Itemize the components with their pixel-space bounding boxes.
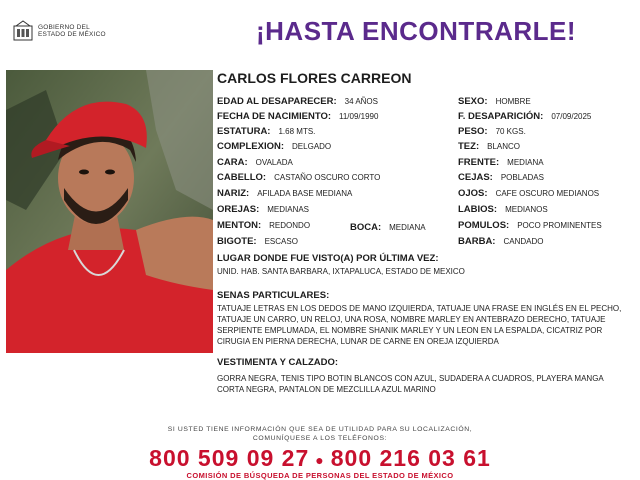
- commission-name: COMISIÓN DE BÚSQUEDA DE PERSONAS DEL ESTADO DE MÉXICO: [186, 471, 454, 480]
- field-barba: [458, 236, 543, 247]
- info-line-2: COMUNÍQUESE A LOS TELÉFONOS:: [252, 435, 388, 442]
- field-label: FECHA DE NACIMIENTO:: [217, 111, 331, 122]
- field-value: 1.68 MTS.: [278, 127, 316, 136]
- field-frente: [458, 157, 544, 168]
- field-boca: [350, 222, 426, 233]
- marks-title: SENAS PARTICULARES:: [217, 290, 330, 301]
- info-line-1: SI USTED TIENE INFORMACIÓN QUE SEA DE UTILIDAD PARA SU LOCALIZACIÓN,: [167, 426, 473, 433]
- field-label: PESO:: [458, 126, 488, 137]
- state-seal-icon: [12, 20, 34, 42]
- field-edad: [217, 96, 378, 107]
- field-label: TEZ:: [458, 141, 480, 152]
- field-label: BOCA:: [350, 222, 382, 233]
- field-value: DELGADO: [292, 142, 332, 151]
- field-value: BLANCO: [487, 142, 521, 151]
- field-value: ESCASO: [264, 237, 298, 246]
- clothing-text: GORRA NEGRA, TENIS TIPO BOTIN BLANCOS CON AZUL, SUDADERA A CUADROS, PLAYERA MANGA CORTA NEGRA, PANTALON DE MEZCLILLA AZUL MARINO: [217, 374, 604, 394]
- field-label: SEXO:: [458, 96, 488, 107]
- field-value: 34 AÑOS: [344, 97, 378, 106]
- field-label: EDAD AL DESAPARECER:: [217, 96, 337, 107]
- field-label: ESTATURA:: [217, 126, 271, 137]
- government-logo: [12, 20, 106, 42]
- field-value: REDONDO: [269, 221, 311, 230]
- field-label: CEJAS:: [458, 172, 493, 183]
- field-label: F. DESAPARICIÓN:: [458, 111, 544, 122]
- field-bigote: [217, 236, 298, 247]
- gov-line-2: ESTADO DE MÉXICO: [38, 31, 106, 38]
- field-label: CARA:: [217, 157, 248, 168]
- field-value: AFILADA BASE MEDIANA: [257, 189, 353, 198]
- field-peso: [458, 126, 526, 137]
- field-value: 11/09/1990: [339, 112, 379, 121]
- field-cejas: [458, 172, 544, 183]
- phone-numbers: [0, 445, 640, 472]
- field-label: BIGOTE:: [217, 236, 257, 247]
- field-label: OJOS:: [458, 188, 488, 199]
- marks-text: TATUAJE LETRAS EN LOS DEDOS DE MANO IZQUIERDA, TATUAJE UNA FRASE EN INGLÉS EN EL PECHO, TATUAJE UN CARRO, UN RELOJ, UNA ROSA, NOMBRE MARLEY EN ANTEBRAZO DERECHO, TATUAJE SERPIENTE EMPLUMADA, EL NOMBRE SHANIK MARLEY Y UN LEON EN LA ESPALDA, CICATRIZ POR CIRUGIA EN PIERNA DERECHA, LUNAR DE CARNE EN OREJA IZQUIERDA: [217, 304, 622, 346]
- field-sexo: [458, 96, 531, 107]
- separator-dot-icon: ●: [315, 451, 325, 468]
- field-fecha-nacimiento: [217, 111, 378, 122]
- field-label: MENTON:: [217, 220, 262, 231]
- person-name: CARLOS FLORES CARREON: [217, 70, 412, 86]
- field-label: FRENTE:: [458, 157, 500, 168]
- last-seen-text: UNID. HAB. SANTA BARBARA, IXTAPALUCA, ESTADO DE MEXICO: [217, 267, 465, 276]
- page-headline: ¡HASTA ENCONTRARLE!: [256, 16, 577, 46]
- field-value: HOMBRE: [495, 97, 531, 106]
- field-tez: [458, 141, 520, 152]
- field-label: POMULOS:: [458, 220, 510, 231]
- field-label: LABIOS:: [458, 204, 498, 215]
- field-value: MEDIANAS: [267, 205, 310, 214]
- gov-line-1: GOBIERNO DEL: [38, 24, 90, 31]
- person-photo: [6, 70, 213, 353]
- field-ojos: [458, 188, 599, 199]
- field-value: POBLADAS: [500, 173, 544, 182]
- field-label: NARIZ:: [217, 188, 250, 199]
- field-estatura: [217, 126, 315, 137]
- field-label: CABELLO:: [217, 172, 267, 183]
- field-value: 70 KGS.: [495, 127, 526, 136]
- field-value: MEDIANA: [507, 158, 544, 167]
- field-value: CASTAÑO OSCURO CORTO: [274, 173, 381, 182]
- field-value: MEDIANOS: [505, 205, 548, 214]
- field-labios: [458, 204, 548, 215]
- field-menton: [217, 220, 310, 231]
- field-pomulos: [458, 220, 602, 231]
- field-cabello: [217, 172, 380, 183]
- phone-2: 800 216 03 61: [330, 445, 491, 471]
- field-value: OVALADA: [255, 158, 293, 167]
- field-orejas: [217, 204, 309, 215]
- field-value: MEDIANA: [389, 223, 426, 232]
- field-label: COMPLEXION:: [217, 141, 285, 152]
- last-seen-title: LUGAR DONDE FUE VISTO(A) POR ÚLTIMA VEZ:: [217, 253, 439, 264]
- field-value: 07/09/2025: [551, 112, 592, 121]
- field-cara: [217, 157, 293, 168]
- field-value: CANDADO: [503, 237, 544, 246]
- field-label: OREJAS:: [217, 204, 260, 215]
- phone-1: 800 509 09 27: [149, 445, 310, 471]
- field-nariz: [217, 188, 352, 199]
- clothing-title: VESTIMENTA Y CALZADO:: [217, 357, 339, 368]
- field-complexion: [217, 141, 331, 152]
- field-label: BARBA:: [458, 236, 496, 247]
- field-value: CAFE OSCURO MEDIANOS: [495, 189, 600, 198]
- field-fecha-desaparicion: [458, 111, 591, 122]
- field-value: POCO PROMINENTES: [517, 221, 602, 230]
